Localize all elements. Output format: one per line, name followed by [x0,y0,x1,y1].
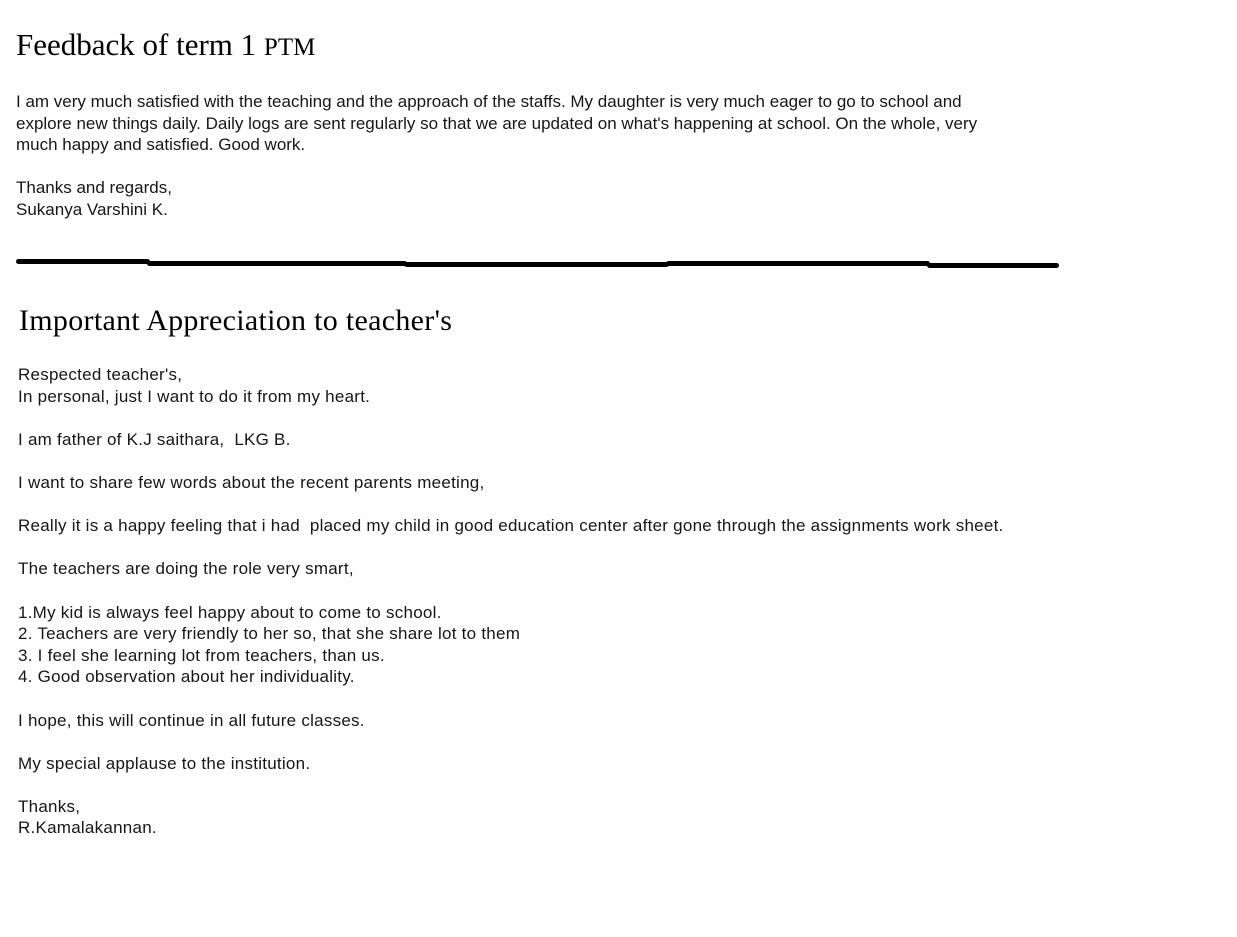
section2-paragraph [18,472,1198,494]
section1-title-suffix: PTM [263,34,316,61]
list-item: 4. Good observation about her individuality. [18,667,355,687]
list-item: 2. Teachers are very friendly to her so, that she share lot to them [18,624,521,644]
list-item: 1.My kid is always feel happy about to come to school. [18,602,442,622]
section2-paragraph [18,364,1198,407]
section1-body [16,91,1196,220]
section2-paragraph [18,753,1198,775]
divider-segment [927,263,1059,268]
signoff-line: Sukanya Varshini K. [16,199,168,219]
paragraph-line: The teachers are doing the role very smart, [18,559,354,579]
section2-paragraph [18,710,1198,732]
divider-segment [147,261,407,266]
divider-segment [666,261,930,266]
paragraph-line: I hope, this will continue in all future classes. [18,710,365,730]
section1-paragraph [16,91,1196,156]
section1-signoff [16,177,1196,220]
section2-title: Important Appreciation to teacher's [19,306,453,337]
signoff-line: R.Kamalakannan. [18,818,157,838]
paragraph-line: I am very much satisfied with the teaching and the approach of the staffs. My daughter is very much eager to go to school and [16,92,962,111]
paragraph-line: In personal, just I want to do it from my heart. [18,386,371,406]
section2-title-wrap [19,306,452,339]
paragraph-line: I am father of K.J saithara, LKG B. [18,429,291,449]
paragraph-line: Really it is a happy feeling that i had placed my child in good education center after gone through the assignments work sheet. [18,516,1004,536]
section2-numbered-list [18,602,1198,688]
divider-segment [404,262,669,267]
signoff-line: Thanks, [18,796,81,816]
paragraph-line: explore new things daily. Daily logs are sent regularly so that we are updated on what's happening at school. On the whole, very [16,113,978,133]
paragraph-line: My special applause to the institution. [18,753,311,773]
section2-body [18,364,1198,861]
section1-title [16,28,315,65]
section2-paragraph [18,515,1198,537]
signoff-line: Thanks and regards, [16,178,172,197]
paragraph-line: I want to share few words about the recent parents meeting, [18,472,485,492]
section1-title-main: Feedback of term 1 [16,27,264,62]
paragraph-line: much happy and satisfied. Good work. [16,135,306,154]
section2-paragraph [18,429,1198,451]
section2-paragraph [18,558,1198,580]
paragraph-line: Respected teacher's, [18,365,183,384]
section2-signoff [18,796,1198,839]
list-item: 3. I feel she learning lot from teachers, than us. [18,645,385,665]
divider-segment [16,259,150,264]
